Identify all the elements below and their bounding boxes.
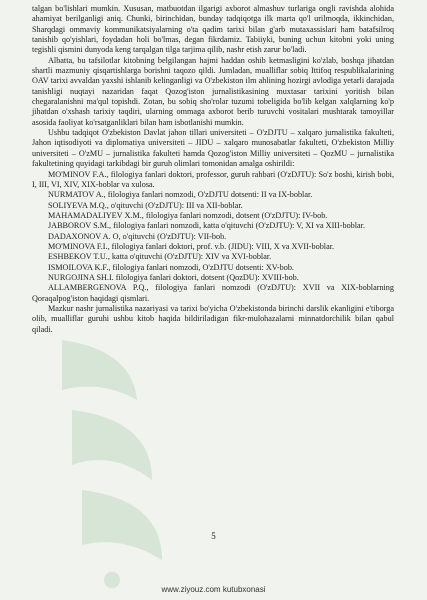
author-entry: ALLAMBERGENOVA P.Q., filologiya fanlari nomzodi (O'zDJTU): XVII va XIX-boblarning Qoraqalpog'iston haqidagi qismlari.	[32, 283, 394, 303]
footer-source: www.ziyouz.com kutubxonasi	[161, 585, 266, 594]
author-entry: DADAXONOV A. O, o'qituvchi (O'zDJTU): VII-bob.	[48, 231, 227, 241]
author-entry: ESHBEKOV T.U., katta o'qituvchi (O'zDJTU): XIV va XVI-boblar.	[48, 252, 272, 262]
author-entry: JABBOROV S.M., filologiya fanlari nomzodi, katta o'qituvchi (O'zDJTU): V, XI va XIII-boblar.	[48, 221, 365, 231]
paragraph: Albatta, bu tafsilotlar kitobning belgilangan hajmi haddan oshib ketmasligini ko'zlab, boshqa jihatdan shartli mazmuniy qisqartishlarga borishni taqozo qildi. Jumladan, mualliflar sobiq Ittifoq respublikalarining OAV tarixi avvaldan yaxshi ishlanib kelinganligi va O'zbekiston ilm ahlining hozirgi avlodiga yetarli darajada tanishligi nuqtayi nazaridan faqat Qozog'iston jurnalistikasining muxtasar tarixini yoritish bilan chegaralanishni ma'qul topishdi. Zotan, bu sobiq sho'rolar tuzumi tobeligida bo'lib kelgan xalqlarning ko'p jihatdan o'xshash tarixiy taqdiri, ularning ommaga axborot berib turuvchi vositalari mushtarak tamoyillar asosida faoliyat ko'rsatganliklari bilan ham isbotlanishi mumkin.	[32, 55, 394, 127]
paragraph: talgan bo'lishlari mumkin. Xususan, matbuotdan ilgarigi axborot almashuv turlariga ongli ravishda alohida ahamiyat berilganligi aniq. Chunki, birinchidan, bunday tadqiqotga ilk marta qo'l urilmoqda, ikkinchidan, Sharqdagi ommaviy kommunikatsiyalarning o'ta qadim tarixi bilan g'arb mutaxassislari ham batafsilroq tanishib qo'yishlari, foydadan holi bo'lmas, degan fikrdamiz. Tabiiyki, buning uchun kitobni yoki uning tegishli qismini dunyoda keng tarqalgan tilga tarjima qilib, nashr etish zarur bo'ladi.	[32, 4, 394, 55]
author-entry: MAHAMADALIYEV X.M., filologiya fanlari nomzodi, dotsent (O'zDJTU): IV-bob.	[48, 210, 328, 220]
page-number: 5	[211, 531, 216, 541]
author-entry: ISMOILOVA K.F., filologiya fanlari nomzodi, O'zDJTU dotsenti: XV-bob.	[48, 262, 294, 272]
author-entry: MO'MINOV F.A., filologiya fanlari doktori, professor, guruh rahbari (O'zDJTU): So'z boshi, kirish bobi, I, III, VI, XIV, XIX-boblar va xulosa.	[32, 169, 394, 189]
author-entry: SOLIYEVA M.Q., o'qituvchi (O'zDJTU): III va XII-boblar.	[48, 200, 243, 210]
author-entry: NURMATOV A., filologiya fanlari nomzodi, O'zDJTU dotsenti: II va IX-boblar.	[48, 190, 313, 200]
author-entry: MO'MINOVA F.I., filologiya fanlari doktori, prof. v.b. (JIDU): VIII, X va XVII-boblar.	[48, 241, 335, 251]
watermark-logo	[42, 330, 192, 590]
document-body	[32, 4, 394, 335]
paragraph: Ushbu tadqiqot O'zbekiston Davlat jahon tillari universiteti – O'zDJTU – xalqaro jurnalistika fakulteti, Jahon iqtisodiyoti va diplomatiya universiteti – JIDU – xalqaro munosabatlar fakulteti, O'zbekiston Milliy universiteti – O'zMU – jurnalistika fakulteti hamda Qozog'iston Milliy universiteti – QozMU – jurnalistika fakultetining quyidagi tarkibdagi bir guruh olimlari tomonidan amalga oshirildi:	[32, 128, 394, 169]
paragraph: Mazkur nashr jurnalistika nazariyasi va tarixi bo'yicha O'zbekistonda birinchi darslik ekanligini e'tiborga olib, mualliflar guruhi ushbu kitob haqida bildiriladigan fikr-mulohazalarni minnatdorchilik bilan qabul qiladi.	[32, 303, 394, 334]
author-entry: NURGOJINA SH.I. filologiya fanlari doktori, dotsent (QozDU): XVIII-bob.	[48, 272, 299, 282]
